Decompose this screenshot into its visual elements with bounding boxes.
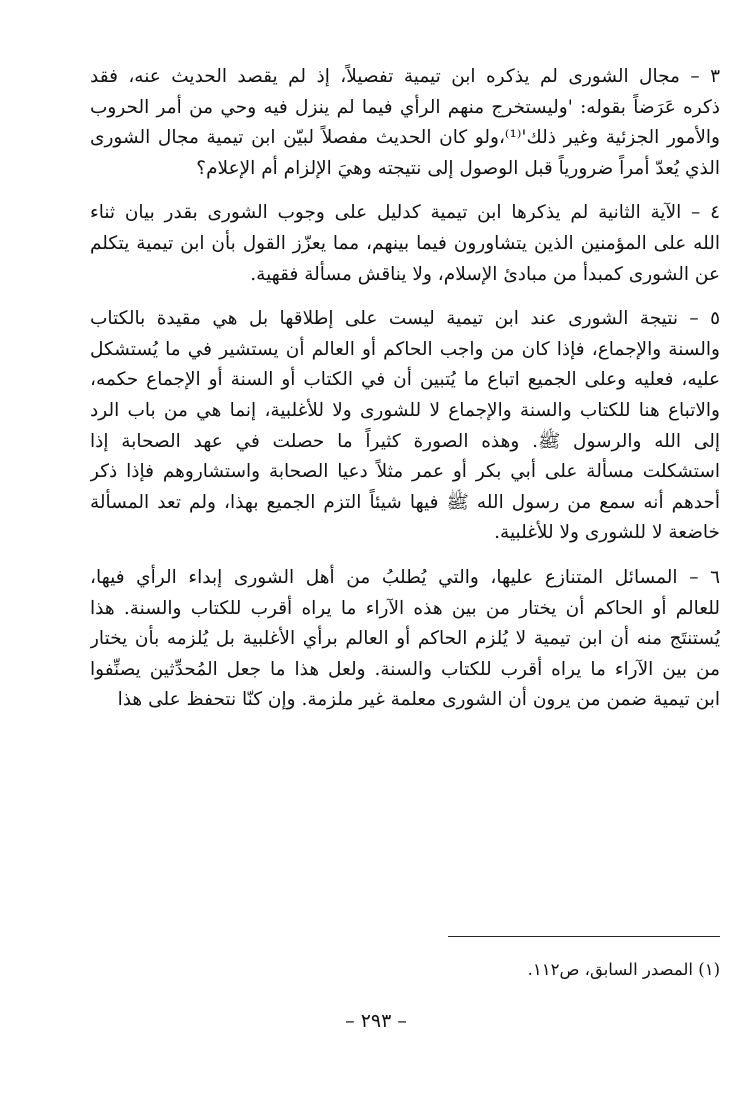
text-line: إلى الله والرسول ﷺ. وهذه الصورة كثيراً ما حصلت في عهد الصحابة إذا: [90, 430, 720, 452]
text-line: يُستنتَج منه أن ابن تيمية لا يُلزم الحاكم أو العالم برأي الأغلبية بل يُلزمه بأن يختار: [90, 628, 720, 650]
paragraph: [90, 62, 720, 184]
text-line: والسنة والإجماع، فإذا كان من واجب الحاكم أو العالم أن يستشير في ما يُستشكل: [90, 338, 720, 360]
text-line: خاضعة لا للشورى ولا للأغلبية.: [494, 522, 720, 544]
footnote: (١) المصدر السابق، ص١١٢.: [527, 960, 720, 979]
text-line: الله على المؤمنين الذين يتشاورون فيما بينهم، مما يعزّز القول بأن ابن تيمية يتكلم: [90, 232, 720, 254]
text-line: ٤ – الآية الثانية لم يذكرها ابن تيمية كدليل على وجوب الشورى بقدر بيان ثناء: [90, 202, 720, 224]
text-line: والأمور الجزئية وغير ذلك'⁽¹⁾،ولو كان الحديث مفصلاً لبيّن ابن تيمية مجال الشورى: [90, 127, 720, 149]
footnote-divider: [448, 936, 720, 937]
text-line: ٣ – مجال الشورى لم يذكره ابن تيمية تفصيلاً، إذ لم يقصد الحديث عنه، فقد: [90, 66, 720, 87]
page-number: – ٢٩٣ –: [345, 1010, 407, 1032]
text-line: للعالم أو الحاكم أن يختار من بين هذه الآراء ما يراه أقرب للكتاب والسنة. هذا: [90, 597, 720, 619]
text-line: ابن تيمية ضمن من يرون أن الشورى معلمة غير ملزمة. وإن كنّا نتحفظ على هذا: [117, 689, 720, 711]
text-line: أحدهم أنه سمع من رسول الله ﷺ فيها شيئاً التزم الجميع بهذا، ولم تعد المسألة: [90, 491, 720, 513]
paragraph: [90, 304, 720, 549]
body-text: [90, 62, 720, 730]
text-line: والاتباع هنا للكتاب والسنة والإجماع لا للشورى ولا للأغلبية، إنما هي من باب الرد: [90, 399, 720, 421]
text-line: عليه، فعليه وعلى الجميع اتباع ما يُتبين أن في الكتاب أو السنة أو الإجماع حكمه،: [90, 369, 720, 391]
text-line: عن الشورى كمبدأ من مبادئ الإسلام، ولا يناقش مسألة فقهية.: [250, 263, 720, 285]
paragraph: [90, 198, 720, 290]
paragraph: [90, 563, 720, 716]
text-line: من بين الآراء ما يراه أقرب للكتاب والسنة. ولعل هذا ما جعل المُحدِّثين يصنِّفوا: [90, 658, 720, 680]
text-line: الذي يُعدّ أمراً ضرورياً قبل الوصول إلى نتيجته وهيَ الإلزام أم الإعلام؟: [196, 157, 720, 179]
text-line: استشكلت مسألة على أبي بكر أو عمر مثلاً دعيا الصحابة واستشاروهم فإذا ذكر: [90, 461, 720, 483]
text-line: ٦ – المسائل المتنازع عليها، والتي يُطلبُ من أهل الشورى إبداء الرأي فيها،: [90, 566, 720, 588]
text-line: ٥ – نتيجة الشورى عند ابن تيمية ليست على إطلاقها بل هي مقيدة بالكتاب: [90, 308, 720, 330]
text-line: ذكره عَرَضاً بقوله: 'وليستخرج منهم الرأي فيما لم ينزل فيه وحي من أمر الحروب: [90, 96, 720, 118]
